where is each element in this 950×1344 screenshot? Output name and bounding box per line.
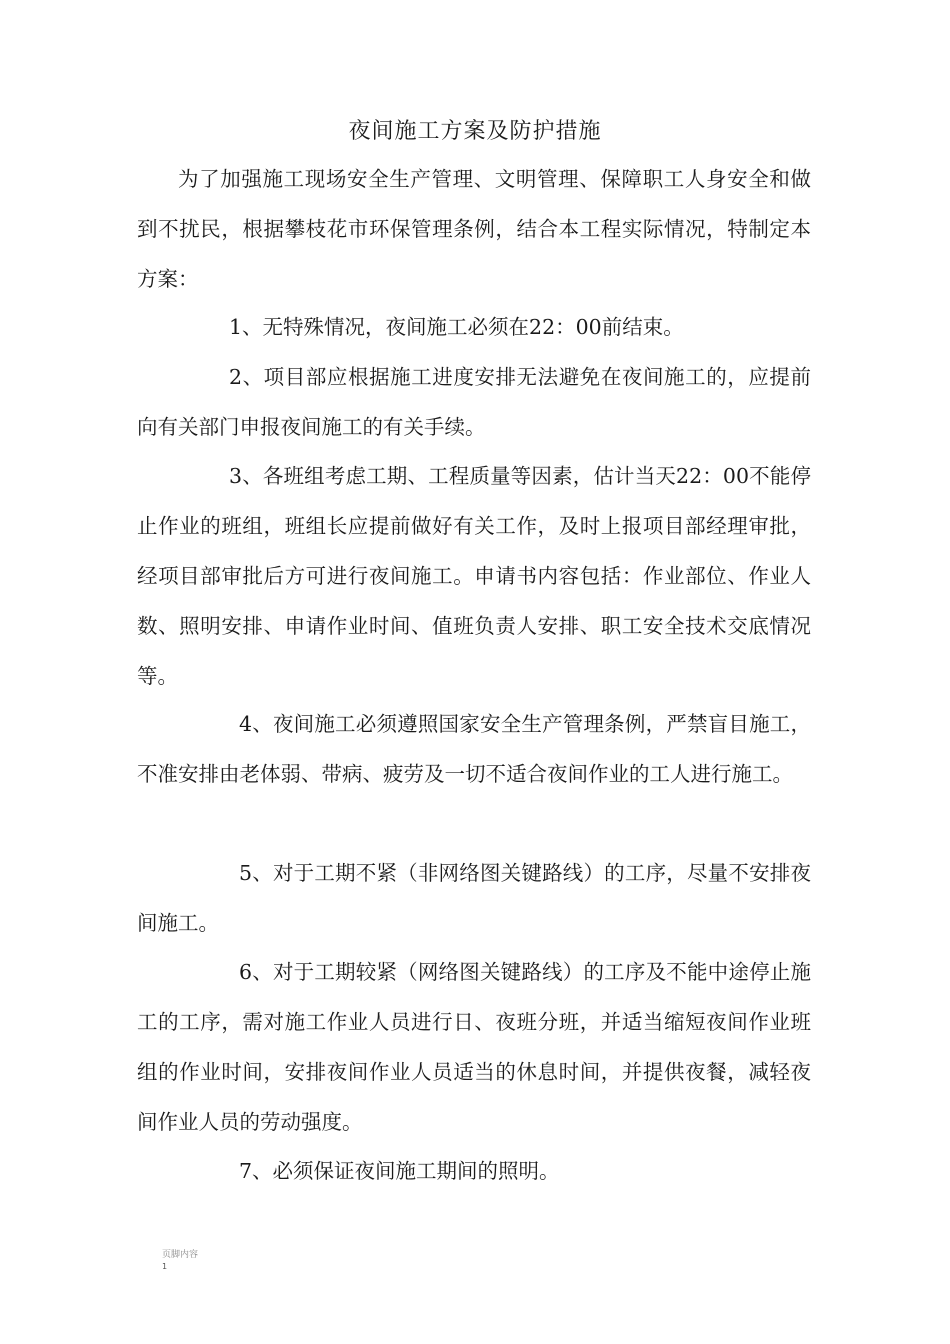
document-title: 夜间施工方案及防护措施	[348, 119, 602, 144]
item-1-paragraph: 1、无特殊情况，夜间施工必须在22：00前结束。	[229, 315, 684, 339]
footer-label: 页脚内容	[162, 1250, 199, 1260]
item-3-paragraph: 3、各班组考虑工期、工程质量等因素，估计当天22：00不能停止作业的班组，班组长应提前做好有关工作，及时上报项目部经理审批，经项目部审批后方可进行夜间施工。申请书内容包括：作业部位、作业人数、照明安排、申请作业时间、值班负责人安排、职工安全技术交底情况等。	[137, 464, 811, 688]
intro-paragraph: 为了加强施工现场安全生产管理、文明管理、保障职工人身安全和做到不扰民，根据攀枝花市环保管理条例，结合本工程实际情况，特制定本方案：	[137, 167, 811, 291]
page-number: 1	[162, 1262, 168, 1271]
page-footer	[162, 1250, 202, 1277]
item-6-paragraph: 6、对于工期较紧（网络图关键路线）的工序及不能中途停止施工的工序，需对施工作业人员进行日、夜班分班，并适当缩短夜间作业班组的作业时间，安排夜间作业人员适当的休息时间，并提供夜餐，减轻夜间作业人员的劳动强度。	[137, 960, 811, 1134]
item-2-paragraph: 2、项目部应根据施工进度安排无法避免在夜间施工的，应提前向有关部门申报夜间施工的有关手续。	[137, 365, 811, 439]
item-5-paragraph: 5、对于工期不紧（非网络图关键路线）的工序，尽量不安排夜间施工。	[137, 861, 811, 935]
item-4-paragraph: 4、夜间施工必须遵照国家安全生产管理条例，严禁盲目施工，不准安排由老体弱、带病、疲劳及一切不适合夜间作业的工人进行施工。	[137, 712, 811, 786]
item-7-paragraph: 7、必须保证夜间施工期间的照明。	[239, 1159, 560, 1183]
